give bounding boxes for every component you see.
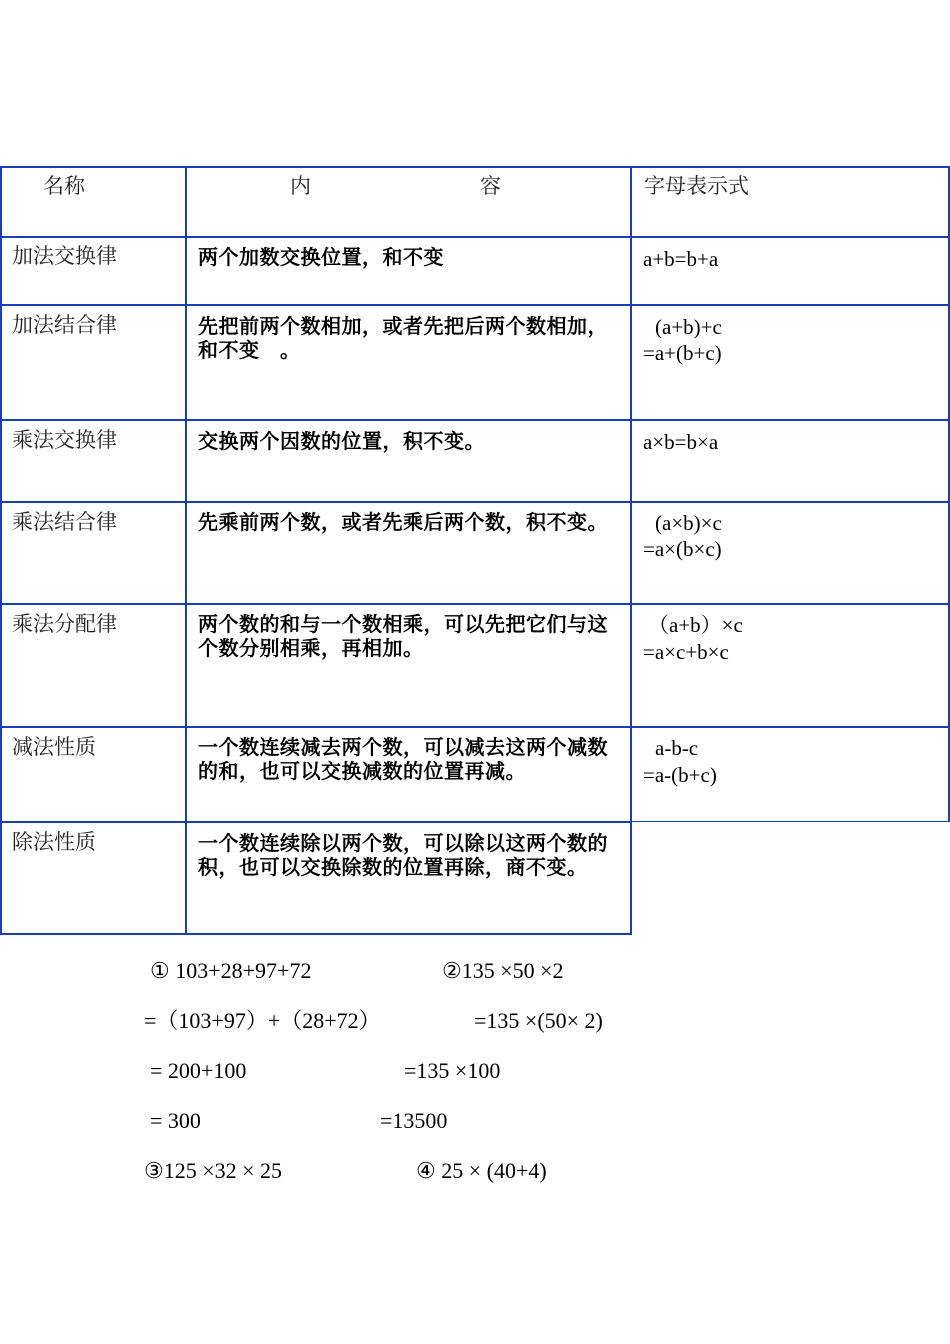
- row-formula: =a×c+b×c: [643, 640, 729, 664]
- row-content: 先把前两个数相加，或者先把后两个数相加，和不变 。: [198, 314, 608, 362]
- row-name: 乘法分配律: [12, 612, 117, 636]
- table-border: [0, 419, 950, 421]
- calc-1-line-4: = 300: [150, 1108, 201, 1133]
- table-border: [185, 166, 187, 935]
- row-name: 减法性质: [12, 735, 96, 759]
- calc-3-line-1: ③125 ×32 × 25: [144, 1158, 283, 1183]
- row-formula: (a+b)+c: [655, 315, 722, 339]
- table-border: [0, 304, 950, 306]
- row-content: 先乘前两个数，或者先乘后两个数，积不变。: [198, 510, 608, 534]
- row-formula: =a+(b+c): [643, 341, 722, 365]
- calc-4-line-1: ④ 25 × (40+4): [416, 1158, 547, 1183]
- row-content: 两个数的和与一个数相乘，可以先把它们与这个数分别相乘，再相加。: [198, 612, 608, 660]
- table-border: [632, 821, 950, 822]
- table-border: [630, 166, 632, 935]
- header-content-right: 容: [480, 174, 501, 198]
- row-name: 除法性质: [12, 830, 96, 854]
- row-name: 乘法结合律: [12, 510, 117, 534]
- calc-1-line-2: =（103+97）+（28+72）: [144, 1008, 381, 1033]
- calc-2-line-1: ②135 ×50 ×2: [442, 958, 564, 983]
- table-border: [0, 603, 950, 605]
- table-border: [0, 501, 950, 503]
- calc-2-line-4: =13500: [380, 1108, 448, 1133]
- calc-1-line-3: = 200+100: [150, 1058, 247, 1083]
- row-name: 加法交换律: [12, 244, 117, 268]
- header-content-left: 内: [290, 174, 311, 198]
- row-formula: a+b=b+a: [643, 247, 719, 271]
- calc-2-line-3: =135 ×100: [404, 1058, 501, 1083]
- row-formula: =a×(b×c): [643, 537, 722, 561]
- header-name: 名称: [43, 174, 85, 198]
- header-formula: 字母表示式: [644, 174, 749, 198]
- row-content: 交换两个因数的位置，积不变。: [198, 429, 485, 453]
- row-formula: a-b-c: [655, 736, 699, 760]
- table-border: [0, 933, 632, 935]
- row-formula: =a-(b+c): [643, 763, 717, 787]
- row-formula: (a×b)×c: [655, 511, 722, 535]
- row-content: 一个数连续减去两个数，可以减去这两个减数的和，也可以交换减数的位置再减。: [198, 735, 608, 783]
- row-formula: （a+b）×c: [648, 613, 743, 637]
- calc-2-line-2: =135 ×(50× 2): [474, 1008, 603, 1033]
- row-name: 加法结合律: [12, 313, 117, 337]
- table-border: [0, 166, 2, 935]
- calc-1-line-1: ① 103+28+97+72: [150, 958, 312, 983]
- table-border: [0, 821, 632, 823]
- row-name: 乘法交换律: [12, 428, 117, 452]
- row-content: 两个加数交换位置，和不变: [198, 245, 444, 269]
- table-border: [0, 236, 950, 238]
- row-content: 一个数连续除以两个数，可以除以这两个数的积，也可以交换除数的位置再除，商不变。: [198, 831, 608, 879]
- table-border: [0, 726, 950, 728]
- table-border: [0, 166, 950, 168]
- row-formula: a×b=b×a: [643, 430, 719, 454]
